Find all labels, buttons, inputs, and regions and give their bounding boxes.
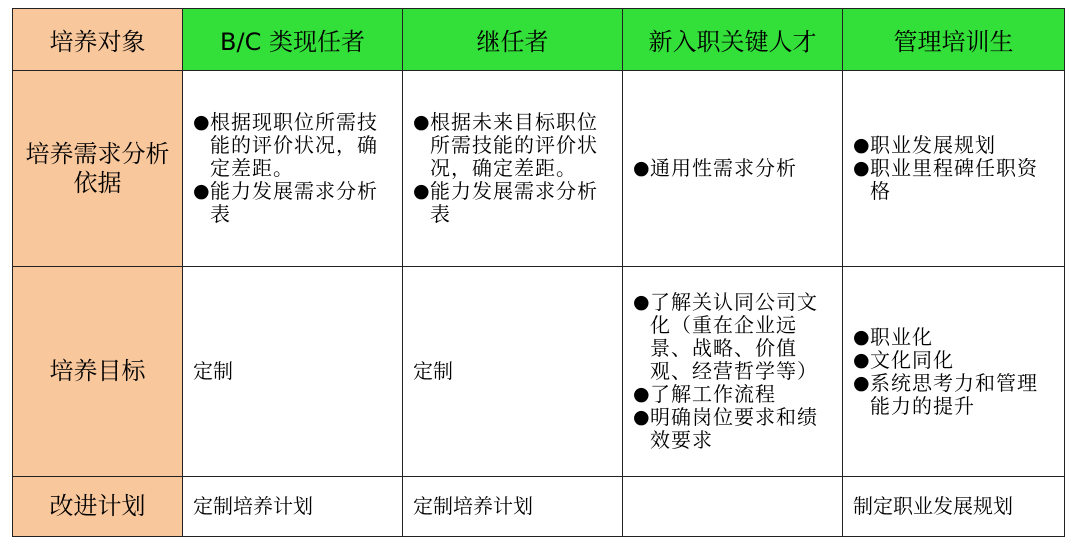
- list-item: [413, 180, 614, 226]
- list-item-text: 系统思考力和管理能力的提升: [870, 370, 1038, 418]
- column-header-bc-incumbent: [183, 9, 403, 71]
- list-item-text: 职业化: [870, 324, 933, 349]
- row-header-text: 培养需求分析依据: [25, 139, 170, 197]
- bullet-icon: ●: [853, 157, 871, 179]
- row-header-improvement-plan: [13, 477, 183, 537]
- cell-needs-bc: [183, 71, 403, 267]
- bullet-icon: ●: [413, 111, 431, 133]
- bullet-icon: ●: [193, 180, 211, 202]
- row-header-needs-analysis: [13, 71, 183, 267]
- column-header-text: B/C 类现任者: [220, 28, 365, 56]
- bullet-list: [633, 157, 834, 180]
- list-item-text: 了解关认同公司文化（重在企业远景、战略、价值观、经营哲学等）: [650, 290, 818, 383]
- cell-goals-management-trainee: [843, 267, 1065, 477]
- bullet-icon: ●: [633, 157, 651, 179]
- training-plan-table: [12, 8, 1065, 537]
- column-header-text: 管理培训生: [893, 28, 1014, 56]
- column-header-successor: [403, 9, 623, 71]
- cell-needs-successor: [403, 71, 623, 267]
- bullet-icon: ●: [633, 291, 651, 313]
- column-header-new-key-talent: [623, 9, 843, 71]
- cell-text: 定制培养计划: [413, 494, 533, 518]
- row-header-text: 改进计划: [49, 492, 146, 520]
- list-item-text: 能力发展需求分析表: [210, 179, 378, 226]
- list-item: [633, 291, 834, 383]
- cell-plan-new-key-talent: [623, 477, 843, 537]
- list-item: [633, 406, 834, 452]
- list-item-text: 根据现职位所需技能的评价状况，确定差距。: [210, 110, 378, 180]
- bullet-icon: ●: [633, 406, 651, 428]
- corner-header: [13, 9, 183, 71]
- list-item-text: 职业里程碑任职资格: [870, 156, 1038, 203]
- cell-needs-new-key-talent: [623, 71, 843, 267]
- bullet-list: [853, 134, 1056, 203]
- row-header-text: 培养目标: [49, 357, 146, 385]
- bullet-icon: ●: [633, 383, 651, 405]
- bullet-icon: ●: [193, 111, 211, 133]
- list-item: [633, 157, 834, 180]
- bullet-icon: ●: [853, 134, 871, 156]
- bullet-icon: ●: [853, 325, 871, 348]
- cell-plan-management-trainee: [843, 477, 1065, 537]
- list-item: [853, 326, 1056, 349]
- list-item: [413, 111, 614, 180]
- list-item: [193, 180, 394, 226]
- row-header-training-goals: [13, 267, 183, 477]
- cell-goals-new-key-talent: [623, 267, 843, 477]
- cell-text: 定制: [193, 359, 233, 383]
- list-item: [853, 134, 1056, 157]
- bullet-icon: ●: [413, 180, 431, 202]
- cell-text: 定制培养计划: [193, 494, 313, 518]
- list-item: [633, 383, 834, 406]
- list-item: [853, 372, 1056, 418]
- list-item-text: 明确岗位要求和绩效要求: [650, 405, 818, 452]
- column-header-text: 继任者: [476, 28, 549, 56]
- list-item-text: 通用性需求分析: [650, 156, 797, 180]
- list-item: [193, 111, 394, 180]
- cell-plan-bc: [183, 477, 403, 537]
- list-item-text: 能力发展需求分析表: [430, 179, 598, 226]
- bullet-list: [853, 326, 1056, 418]
- cell-text: 定制: [413, 359, 453, 383]
- list-item: [853, 349, 1056, 372]
- column-header-management-trainee: [843, 9, 1065, 71]
- cell-needs-management-trainee: [843, 71, 1065, 267]
- bullet-icon: ●: [853, 348, 871, 371]
- list-item: [853, 157, 1056, 203]
- list-item-text: 职业发展规划: [870, 133, 996, 157]
- list-item-text: 根据未来目标职位所需技能的评价状况，确定差距。: [430, 110, 598, 180]
- cell-plan-successor: [403, 477, 623, 537]
- bullet-icon: ●: [853, 371, 871, 394]
- cell-goals-successor: [403, 267, 623, 477]
- bullet-list: [413, 111, 614, 226]
- cell-goals-bc: [183, 267, 403, 477]
- column-header-text: 新入职关键人才: [648, 28, 817, 56]
- list-item-text: 了解工作流程: [650, 382, 776, 406]
- list-item-text: 文化同化: [870, 347, 954, 372]
- bullet-list: [633, 291, 834, 452]
- bullet-list: [193, 111, 394, 226]
- cell-text: 制定职业发展规划: [853, 494, 1013, 518]
- corner-header-text: 培养对象: [49, 28, 146, 56]
